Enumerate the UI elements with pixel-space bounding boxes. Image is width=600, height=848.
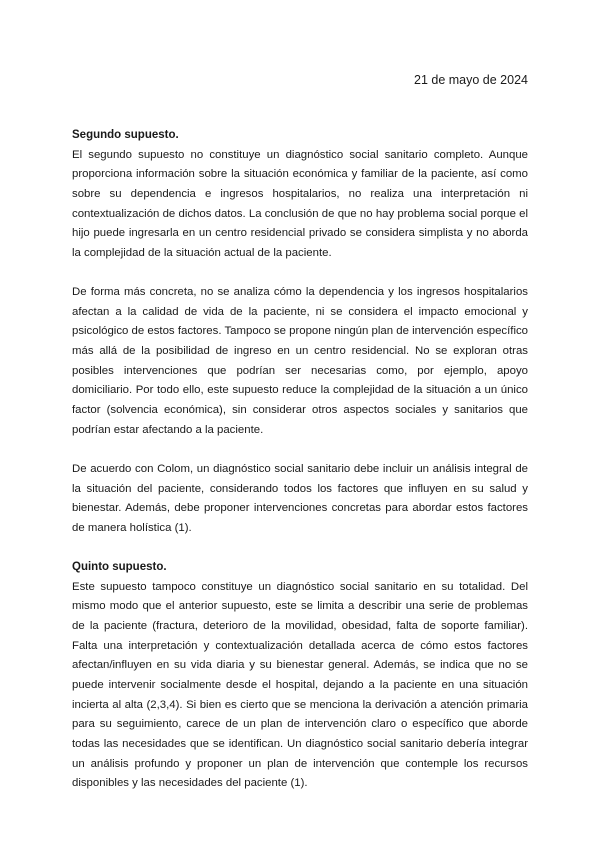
paragraph: El segundo supuesto no constituye un diagnóstico social sanitario completo. Aunque proporciona información sobre la situación económica y familiar de la paciente, así como sobre su dependencia e ingresos hospitalarios, no realiza una interpretación ni contextualización de dichos datos. La conclusión de que no hay problema social porque el hijo puede ingresarla en un centro residencial privado se considera simplista y no aborda la complejidad de la situación actual de la paciente. [72,148,528,259]
paragraph: De acuerdo con Colom, un diagnóstico social sanitario debe incluir un análisis integral de la situación del paciente, considerando todos los factores que influyen en su salud y bienestar. Además, debe proponer intervenciones concretas para abordar estos factores de manera holística (1). [72,462,528,534]
section-segundo-supuesto [72,126,528,539]
paragraph-spacer [72,440,528,460]
section-spacer [72,539,528,559]
document-date: 21 de mayo de 2024 [414,73,528,87]
paragraph-spacer [72,264,528,284]
paragraph: Este supuesto tampoco constituye un diagnóstico social sanitario en su totalidad. Del mismo modo que el anterior supuesto, este se limita a describir una serie de problemas de la paciente (fractura, deterioro de la movilidad, obesidad, falta de soporte familiar). Falta una interpretación y contextualización detallada acerca de cómo estos factores afectan/influyen en su vida diaria y su bienestar general. Además, se indica que no se puede intervenir socialmente desde el hospital, dejando a la paciente en una situación incierta al alta (2,3,4). Si bien es cierto que se menciona la derivación a atención primaria para su seguimiento, carece de un plan de intervención claro o específico que aborde todas las necesidades que se identifican. Un diagnóstico social sanitario debería integrar un análisis profundo y proponer un plan de intervención que contemple los recursos disponibles y las necesidades del paciente (1). [72,580,528,790]
section-heading: Segundo supuesto. [72,129,179,141]
document-body [72,126,528,794]
paragraph: De forma más concreta, no se analiza cómo la dependencia y los ingresos hospitalarios afectan a la calidad de vida de la paciente, ni se considera el impacto emocional y psicológico de estos factores. Tampoco se propone ningún plan de intervención específico más allá de la posibilidad de ingreso en un centro residencial. No se exploran otras posibles intervenciones que podrían ser necesarias como, por ejemplo, apoyo domiciliario. Por todo ello, este supuesto reduce la complejidad de la situación a un único factor (solvencia económica), sin considerar otros aspectos sociales y sanitarios que podrían estar afectando a la paciente. [72,286,528,436]
section-heading: Quinto supuesto. [72,561,167,574]
section-quinto-supuesto [72,558,528,794]
